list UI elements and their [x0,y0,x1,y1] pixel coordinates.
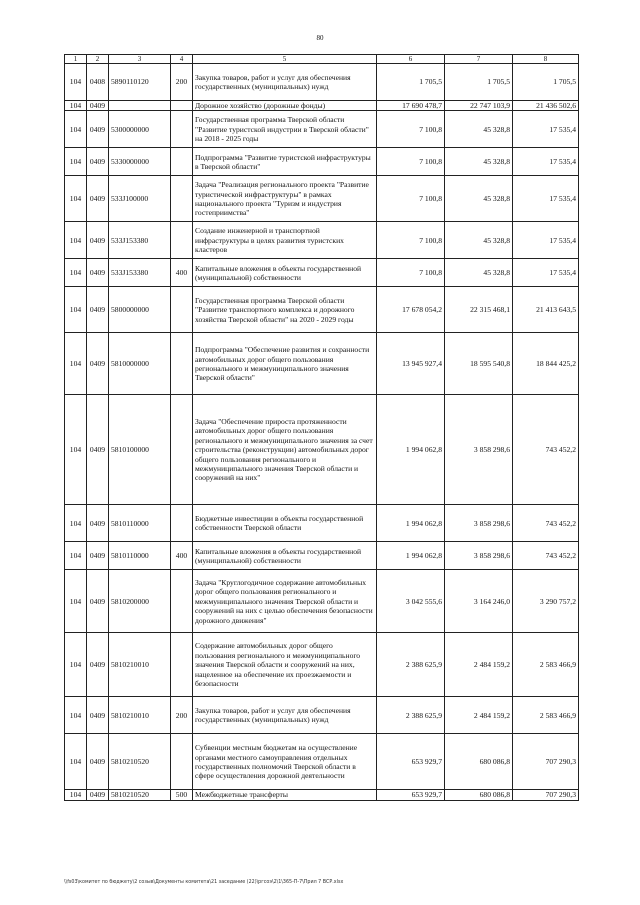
row-expense-type [171,222,193,259]
row-amount-col7: 45 328,8 [445,111,513,148]
row-amount-col7: 18 595 540,8 [445,333,513,395]
row-amount-col7: 45 328,8 [445,259,513,287]
row-expense-type [171,101,193,111]
row-amount-col6: 653 929,7 [377,734,445,790]
row-section-code: 0408 [87,64,109,101]
row-section-code: 0409 [87,111,109,148]
row-amount-col7: 3 858 298,6 [445,505,513,542]
row-description: Бюджетные инвестиции в объекты государственной собственности Тверской области [193,505,377,542]
row-amount-col6: 7 100,8 [377,176,445,222]
row-amount-col7: 2 484 159,2 [445,697,513,734]
table-row [65,64,579,101]
row-ministry-code: 104 [65,259,87,287]
row-section-code: 0409 [87,505,109,542]
col-header-5: 5 [193,55,377,64]
row-amount-col7: 680 086,8 [445,790,513,800]
row-amount-col8: 17 535,4 [513,111,579,148]
row-description: Закупка товаров, работ и услуг для обеспечения государственных (муниципальных) нужд [193,64,377,101]
table-row [65,395,579,505]
row-expense-type [171,395,193,505]
table-row [65,101,579,111]
row-amount-col8: 17 535,4 [513,148,579,176]
row-section-code: 0409 [87,287,109,333]
row-amount-col8: 21 436 502,6 [513,101,579,111]
row-ministry-code: 104 [65,222,87,259]
row-expense-type [171,505,193,542]
row-amount-col7: 45 328,8 [445,176,513,222]
row-description: Подпрограмма "Развитие туристской инфраструктуры в Тверской области" [193,148,377,176]
row-section-code: 0409 [87,633,109,697]
table-row [65,259,579,287]
row-amount-col6: 17 678 054,2 [377,287,445,333]
row-amount-col6: 13 945 927,4 [377,333,445,395]
row-section-code: 0409 [87,790,109,800]
row-section-code: 0409 [87,148,109,176]
row-ministry-code: 104 [65,101,87,111]
row-target-article: 5810210010 [109,697,171,734]
row-description: Закупка товаров, работ и услуг для обеспечения государственных (муниципальных) нужд [193,697,377,734]
row-amount-col6: 1 994 062,8 [377,395,445,505]
row-amount-col7: 680 086,8 [445,734,513,790]
row-target-article: 5890110120 [109,64,171,101]
row-description: Содержание автомобильных дорог общего пользования регионального и межмуниципального значения Тверской области и сооружений на них, нацеленное на обеспечение их проезжаемости и безопасности [193,633,377,697]
row-amount-col8: 2 583 466,9 [513,697,579,734]
row-expense-type: 400 [171,542,193,570]
row-description: Дорожное хозяйство (дорожные фонды) [193,101,377,111]
row-ministry-code: 104 [65,111,87,148]
row-expense-type [171,333,193,395]
col-header-7: 7 [445,55,513,64]
row-amount-col8: 2 583 466,9 [513,633,579,697]
page-number: 80 [316,34,324,42]
row-expense-type [171,111,193,148]
row-amount-col8: 17 535,4 [513,222,579,259]
row-description: Задача "Реализация регионального проекта "Развитие туристической инфраструктуры" в рамках национального проекта "Туризм и индустрия гостеприимства" [193,176,377,222]
row-description: Государственная программа Тверской области "Развитие туристской индустрии в Тверской области" на 2018 - 2025 годы [193,111,377,148]
col-header-6: 6 [377,55,445,64]
table-row [65,148,579,176]
row-target-article: 5810210520 [109,790,171,800]
row-description: Капитальные вложения в объекты государственной (муниципальной) собственности [193,542,377,570]
row-description: Создание инженерной и транспортной инфраструктуры в целях развития туристских кластеров [193,222,377,259]
row-ministry-code: 104 [65,505,87,542]
row-amount-col6: 7 100,8 [377,148,445,176]
row-section-code: 0409 [87,570,109,633]
row-target-article: 5810110000 [109,505,171,542]
column-number-row [65,55,579,64]
row-section-code: 0409 [87,697,109,734]
col-header-1: 1 [65,55,87,64]
row-description: Задача "Круглогодичное содержание автомобильных дорог общего пользования регионального и межмуниципального значения Тверской области и сооружений на них с целью обеспечения безопасности дорожного движения" [193,570,377,633]
row-target-article: 5810210520 [109,734,171,790]
col-header-8: 8 [513,55,579,64]
table-row [65,542,579,570]
row-target-article: 5330000000 [109,148,171,176]
row-amount-col7: 45 328,8 [445,148,513,176]
row-amount-col8: 1 705,5 [513,64,579,101]
file-path-footer: \\fs03\комитет по бюджету\2 созыв\Документы комитета\21 заседание (22)\ргсоэ\2\1\365-П-7\Прил 7 ВСР.xlsx [64,880,344,885]
row-amount-col6: 2 388 625,9 [377,633,445,697]
row-ministry-code: 104 [65,395,87,505]
row-amount-col6: 3 042 555,6 [377,570,445,633]
row-ministry-code: 104 [65,64,87,101]
row-amount-col8: 18 844 425,2 [513,333,579,395]
row-amount-col6: 7 100,8 [377,222,445,259]
row-target-article: 5800000000 [109,287,171,333]
row-amount-col7: 1 705,5 [445,64,513,101]
row-amount-col8: 21 413 643,5 [513,287,579,333]
table-row [65,697,579,734]
col-header-2: 2 [87,55,109,64]
row-amount-col8: 743 452,2 [513,395,579,505]
row-expense-type [171,148,193,176]
row-amount-col7: 3 164 246,0 [445,570,513,633]
row-expense-type [171,734,193,790]
row-target-article: 5810100000 [109,395,171,505]
row-description: Капитальные вложения в объекты государственной (муниципальной) собственности [193,259,377,287]
row-expense-type [171,176,193,222]
row-expense-type [171,287,193,333]
row-expense-type: 200 [171,697,193,734]
row-target-article: 5810210010 [109,633,171,697]
budget-table [64,54,579,801]
row-section-code: 0409 [87,542,109,570]
row-section-code: 0409 [87,395,109,505]
row-amount-col6: 653 929,7 [377,790,445,800]
row-amount-col7: 45 328,8 [445,222,513,259]
row-target-article: 533J153380 [109,222,171,259]
col-header-3: 3 [109,55,171,64]
table-row [65,505,579,542]
row-ministry-code: 104 [65,542,87,570]
row-target-article: 5810000000 [109,333,171,395]
row-amount-col6: 1 994 062,8 [377,505,445,542]
row-target-article: 5810110000 [109,542,171,570]
table-row [65,176,579,222]
table-row [65,222,579,259]
row-target-article: 533J100000 [109,176,171,222]
row-expense-type: 200 [171,64,193,101]
row-ministry-code: 104 [65,633,87,697]
row-section-code: 0409 [87,333,109,395]
col-header-4: 4 [171,55,193,64]
row-description: Государственная программа Тверской области "Развитие транспортного комплекса и дорожного хозяйства Тверской области" на 2020 - 2029 годы [193,287,377,333]
table-row [65,633,579,697]
table-row [65,287,579,333]
row-amount-col6: 1 994 062,8 [377,542,445,570]
table-row [65,570,579,633]
row-expense-type [171,570,193,633]
row-amount-col8: 17 535,4 [513,259,579,287]
row-amount-col8: 707 290,3 [513,734,579,790]
row-section-code: 0409 [87,222,109,259]
table-row [65,734,579,790]
row-ministry-code: 104 [65,790,87,800]
row-amount-col7: 2 484 159,2 [445,633,513,697]
table-row [65,790,579,800]
row-ministry-code: 104 [65,176,87,222]
row-amount-col8: 17 535,4 [513,176,579,222]
row-amount-col8: 707 290,3 [513,790,579,800]
row-section-code: 0409 [87,734,109,790]
row-description: Подпрограмма "Обеспечение развития и сохранности автомобильных дорог общего пользования регионального и межмуниципального значения Тверской области" [193,333,377,395]
row-amount-col6: 7 100,8 [377,259,445,287]
table-row [65,333,579,395]
row-ministry-code: 104 [65,333,87,395]
row-amount-col8: 3 290 757,2 [513,570,579,633]
row-ministry-code: 104 [65,148,87,176]
row-ministry-code: 104 [65,570,87,633]
row-section-code: 0409 [87,176,109,222]
row-amount-col6: 2 388 625,9 [377,697,445,734]
row-section-code: 0409 [87,101,109,111]
row-amount-col7: 22 315 468,1 [445,287,513,333]
table-row [65,111,579,148]
row-description: Субвенции местным бюджетам на осуществление органами местного самоуправления отдельных государственных полномочий Тверской области в сфере осуществления дорожной деятельности [193,734,377,790]
row-target-article: 5300000000 [109,111,171,148]
row-target-article: 533J153380 [109,259,171,287]
row-expense-type [171,633,193,697]
row-amount-col6: 17 690 478,7 [377,101,445,111]
row-amount-col7: 3 858 298,6 [445,395,513,505]
row-description: Межбюджетные трансферты [193,790,377,800]
row-description: Задача "Обеспечение прироста протяженности автомобильных дорог общего пользования регионального и межмуниципального значения за счет строительства (реконструкции) автомобильных дорог общего пользования регионального и межмуниципального значения Тверской области и сооружений на них" [193,395,377,505]
row-amount-col8: 743 452,2 [513,505,579,542]
row-ministry-code: 104 [65,287,87,333]
row-ministry-code: 104 [65,697,87,734]
row-amount-col6: 1 705,5 [377,64,445,101]
row-amount-col7: 3 858 298,6 [445,542,513,570]
row-amount-col6: 7 100,8 [377,111,445,148]
row-expense-type: 500 [171,790,193,800]
row-target-article: 5810200000 [109,570,171,633]
row-amount-col8: 743 452,2 [513,542,579,570]
row-amount-col7: 22 747 103,9 [445,101,513,111]
row-target-article [109,101,171,111]
row-ministry-code: 104 [65,734,87,790]
row-section-code: 0409 [87,259,109,287]
row-expense-type: 400 [171,259,193,287]
